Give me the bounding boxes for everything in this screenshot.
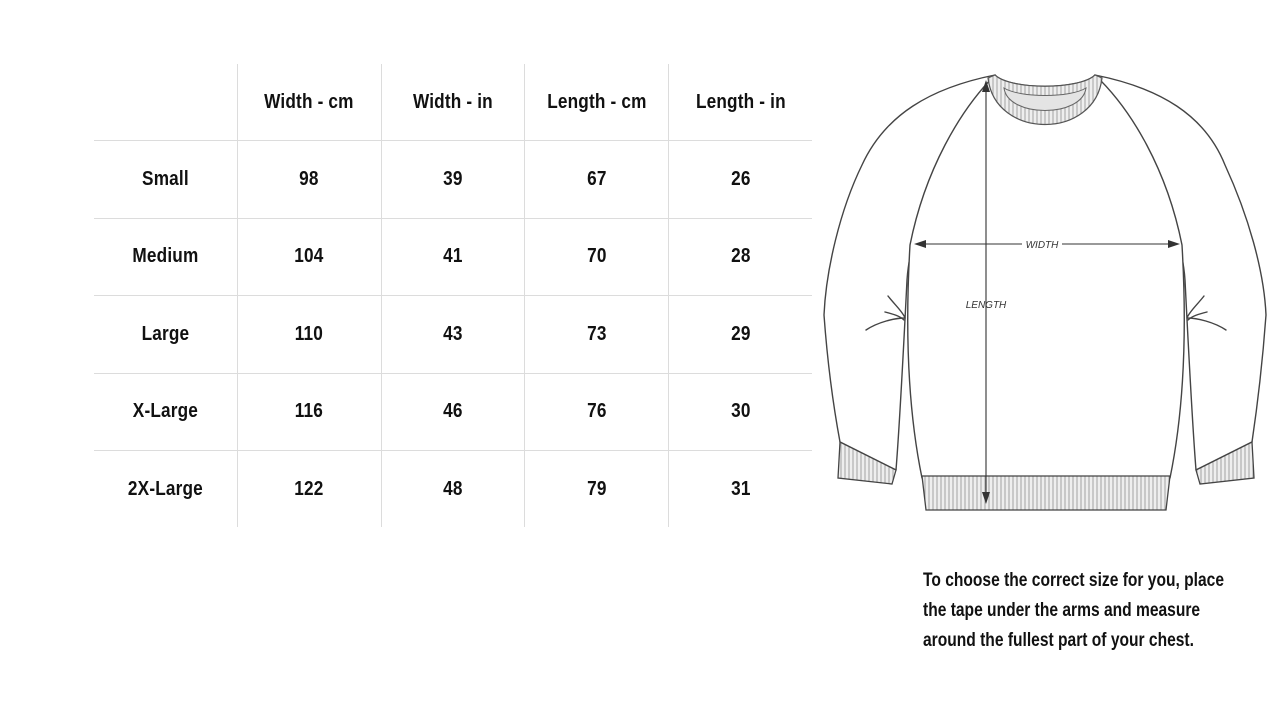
length-in-cell: 30: [679, 373, 802, 450]
table-row: [94, 218, 812, 295]
length-in-cell: 26: [679, 141, 802, 218]
width-in-cell: 39: [391, 141, 515, 218]
width-in-cell: 43: [391, 296, 515, 373]
width-in-cell: 48: [391, 450, 515, 527]
size-label: Large: [104, 296, 227, 373]
measuring-instructions: To choose the correct size for you, place the tape under the arms and measure around the fullest part of your chest.: [923, 570, 1225, 651]
header-width-in: Width - in: [391, 64, 515, 141]
table-row: [94, 373, 812, 450]
length-in-cell: 29: [679, 296, 802, 373]
width-in-cell: 41: [391, 218, 515, 295]
length-cm-cell: 70: [535, 218, 659, 295]
width-cm-cell: 98: [247, 141, 371, 218]
size-chart-table: [94, 64, 812, 527]
table-row: [94, 450, 812, 527]
header-width-cm: Width - cm: [247, 64, 371, 141]
width-cm-cell: 110: [247, 296, 371, 373]
length-cm-cell: 76: [535, 373, 659, 450]
size-label: X-Large: [104, 373, 227, 450]
size-label: Medium: [104, 218, 227, 295]
table-row: [94, 141, 812, 218]
width-in-cell: 46: [391, 373, 515, 450]
width-cm-cell: 122: [247, 450, 371, 527]
table-row: [94, 296, 812, 373]
hem-rib: [922, 476, 1170, 510]
length-cm-cell: 67: [535, 141, 659, 218]
header-length-in: Length - in: [679, 64, 802, 141]
size-label: 2X-Large: [127, 477, 203, 500]
width-label: WIDTH: [1025, 240, 1059, 251]
header-row: [94, 64, 812, 141]
sweatshirt-diagram: [820, 68, 1280, 516]
length-in-cell: 31: [679, 450, 802, 527]
length-cm-cell: 79: [535, 450, 659, 527]
width-cm-cell: 104: [247, 218, 371, 295]
width-cm-cell: 116: [247, 373, 371, 450]
length-label: LENGTH: [965, 300, 1007, 311]
header-length-cm: Length - cm: [535, 64, 659, 141]
length-in-cell: 28: [679, 218, 802, 295]
header-empty: [104, 64, 227, 141]
length-cm-cell: 73: [535, 296, 659, 373]
size-label: Small: [104, 141, 227, 218]
